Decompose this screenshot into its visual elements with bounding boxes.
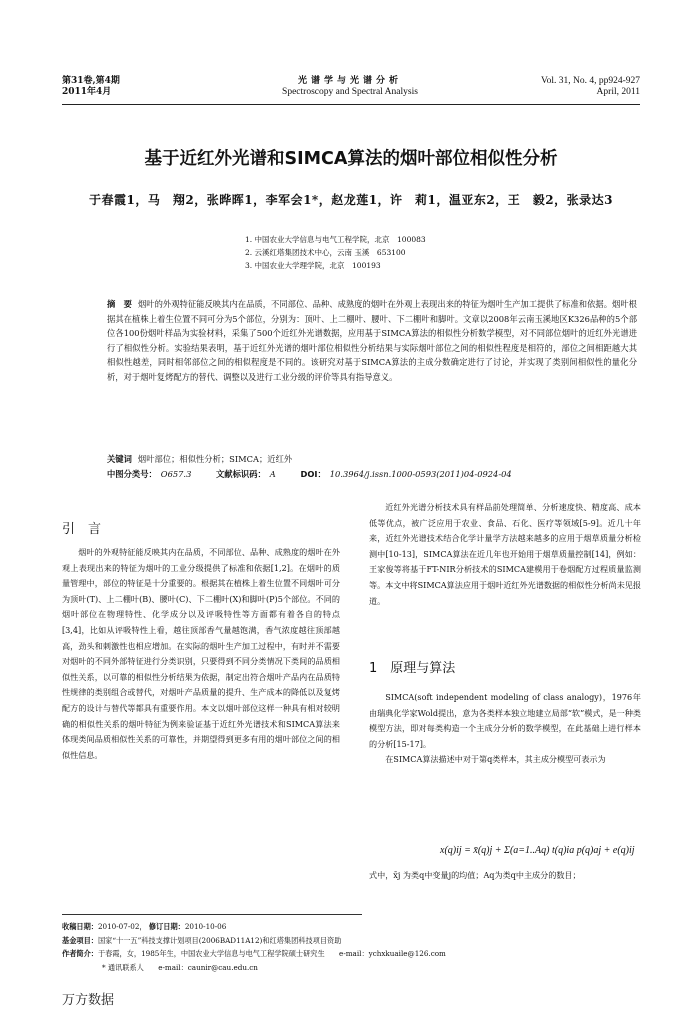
section1-heading: 1 原理与算法 xyxy=(369,661,456,676)
affiliation-1: 1. 中国农业大学信息与电气工程学院，北京 100083 xyxy=(245,235,426,244)
clc-field xyxy=(107,469,191,479)
journal-name-en: Spectroscopy and Spectral Analysis xyxy=(282,87,418,97)
author-list: 于春霞1，马 翔2，张晔晖1，李军会1*，赵龙莲1，许 莉1，温亚东2，王 毅2，张录达3 xyxy=(89,193,613,207)
doi-label: DOI： xyxy=(300,469,326,479)
header-rule xyxy=(62,104,640,105)
fund-label: 基金项目： xyxy=(62,935,98,945)
journal-name xyxy=(250,76,450,98)
fund-line xyxy=(62,934,642,948)
author-bio-text: 于春霞，女，1985年生，中国农业大学信息与电气工程学院硕士研究生 e-mail：ychxkuaile@126.com xyxy=(97,949,446,958)
footnotes xyxy=(62,920,642,974)
affiliation-3: 3. 中国农业大学理学院，北京 100193 xyxy=(245,261,381,270)
journal-pages-info xyxy=(470,76,640,98)
clc-label: 中图分类号： xyxy=(107,469,157,479)
doc-code-label: 文献标识码： xyxy=(216,469,266,479)
vol-pages: Vol. 31, No. 4, pp924-927 xyxy=(540,76,640,86)
section1-paragraph-2: 在SIMCA算法描述中对于第q类样本，其主成分模型可表示为 xyxy=(385,754,606,765)
intro-body xyxy=(62,545,340,763)
affiliation-2: 2. 云溪红塔集团技术中心，云南 玉溪 653100 xyxy=(245,248,406,257)
section1-body xyxy=(369,690,641,768)
doc-code-field xyxy=(216,469,276,479)
author-bio-line xyxy=(62,947,642,961)
journal-name-cn: 光谱学与光谱分析 xyxy=(297,76,402,86)
fund-text: 国家“十一五”科技支撑计划项目(2006BAD11A12)和红塔集团科技项目资助 xyxy=(97,935,342,945)
pca-model-equation: x(q)ij = x̄(q)j + Σ(a=1..Aq) t(q)ia p(q)aj + e(q)ij xyxy=(440,845,635,856)
dates-line xyxy=(62,920,642,934)
intro-paragraph: 烟叶的外观特征能反映其内在品质，不同部位、品种、成熟度的烟叶在外观上表现出来的特征为烟叶的工业分级提供了标准和依据[1,2]。在烟叶的质量管理中，部位的特征是十分重要的。根据其在植株上着生位置不同烟叶可分为顶叶(T)、上二棚叶(B)、腰叶(C)、下二棚叶(X)和脚叶(P)5个部位。不同的烟叶部位在物理特性、化学成分以及评吸特性等方面都有着各自的特点[3,4]，比如从评吸特性上看，越往顶部香气量越饱满，香气浓度越往顶部越高，劲头和刺激性也相应增加。在实际的烟叶生产加工过程中，有时并不需要对烟叶的不同外部特征进行分类识别，只要得到不同分类情况下类间的品质相似性关系，以可靠的相似性分析结果为依据，制定出符合烟叶产品内在品质特性规律的类别组合或替代，对烟叶产品质量的提升、生产成本的降低以及复烤配方的设计与替代等都具有重要作用。本文以烟叶部位这样一种具有相对较明确的相似性关系的烟叶特征为例来验证基于近红外光谱技术和SIMCA算法来体现类间品质相似性关系的可靠性，并期望得到更多有用的烟叶部位之间的相似性信息。 xyxy=(62,547,340,760)
keywords-text: 烟叶部位；相似性分析；SIMCA；近红外 xyxy=(137,454,293,464)
abstract-label: 摘 要 xyxy=(107,299,132,309)
volume-issue: 第31卷,第4期 xyxy=(62,76,120,86)
watermark: 万方数据 xyxy=(62,993,115,1008)
journal-volume-info xyxy=(62,76,172,98)
right-intro xyxy=(369,500,641,609)
received-label: 收稿日期： xyxy=(62,922,98,931)
author-bio-label: 作者简介： xyxy=(62,949,98,958)
revised-label: 修订日期： xyxy=(148,922,185,931)
keywords-label: 关键词 xyxy=(107,454,132,464)
intro-heading: 引 言 xyxy=(62,522,102,537)
paper-title: 基于近红外光谱和SIMCA算法的烟叶部位相似性分析 xyxy=(144,149,558,169)
clc-value: O657.3 xyxy=(160,469,192,479)
issue-date-cn: 2011年4月 xyxy=(62,87,112,97)
doc-code-value: A xyxy=(269,469,276,479)
classification-meta xyxy=(107,467,637,481)
keywords xyxy=(107,452,637,466)
revised-date: 2010-10-06 xyxy=(184,922,227,931)
abstract-text: 烟叶的外观特征能反映其内在品质，不同部位、品种、成熟度的烟叶在外观上表现出来的特征为烟叶生产加工提供了标准和依据。烟叶根据其在植株上着生位置不同可分为5个部位，分别为：顶叶、上二棚叶、腰叶、下二棚叶和脚叶。文章以2008年云南玉溪地区K326品种的5个部位各100份烟叶样品为实验材料，采集了500个近红外光谱数据，应用基于SIMCA算法的相似性分析数学模型，对不同部位烟叶的近红外光谱进行了相似性分析。实验结果表明，基于近红外光谱的烟叶部位相似性分析结果与实际烟叶部位之间的相似性程度是相符的，部位之间相距越大其相似性越差，同时相邻部位之间的相似程度是不同的。该研究对基于SIMCA算法的主成分数确定进行了讨论，并实现了类别间相似性的量化分析，对于烟叶复烤配方的替代、调整以及进行工业分级的评价等具有指导意义。 xyxy=(107,299,637,382)
doi-field xyxy=(300,469,511,479)
received-date: 2010-07-02， xyxy=(97,922,147,931)
equation-explanation-text: 式中，x̄j 为类q中变量j的均值；Aq为类q中主成分的数目； xyxy=(369,870,581,880)
affiliations xyxy=(245,233,575,272)
right-intro-paragraph: 近红外光谱分析技术具有样品前处理简单、分析速度快、精度高、成本低等优点，被广泛应用于农业、食品、石化、医疗等领域[5-9]。近几十年来，近红外光谱技术结合化学计量学方法越来越多的应用于烟草质量分析检测中[10-13]，SIMCA算法在近几年也开始用于烟草质量控制[14]，例如：王家俊等将基于FT-NIR分析技术的SIMCA建模用于卷烟配方过程质量监测等。本文中将SIMCA算法应用于烟叶近红外光谱数据的相似性分析尚未见报道。 xyxy=(369,502,641,606)
issue-date-en: April, 2011 xyxy=(596,87,640,97)
section1-paragraph-1: SIMCA(soft independent modeling of class analogy)，1976年由瑞典化学家Wold提出，意为各类样本独立地建立局部“软”模式，是一种类模型方法，即对每类构造一个主成分分析的数学模型，在此基础上进行样本的分析[15-17]。 xyxy=(369,692,641,749)
abstract xyxy=(107,297,637,385)
footnote-rule xyxy=(62,914,362,915)
doi-value: 10.3964/j.issn.1000-0593(2011)04-0924-04 xyxy=(329,469,512,479)
equation-explanation xyxy=(369,868,641,884)
contact-line: * 通讯联系人 e-mail：caunir@cau.edu.cn xyxy=(102,962,258,972)
